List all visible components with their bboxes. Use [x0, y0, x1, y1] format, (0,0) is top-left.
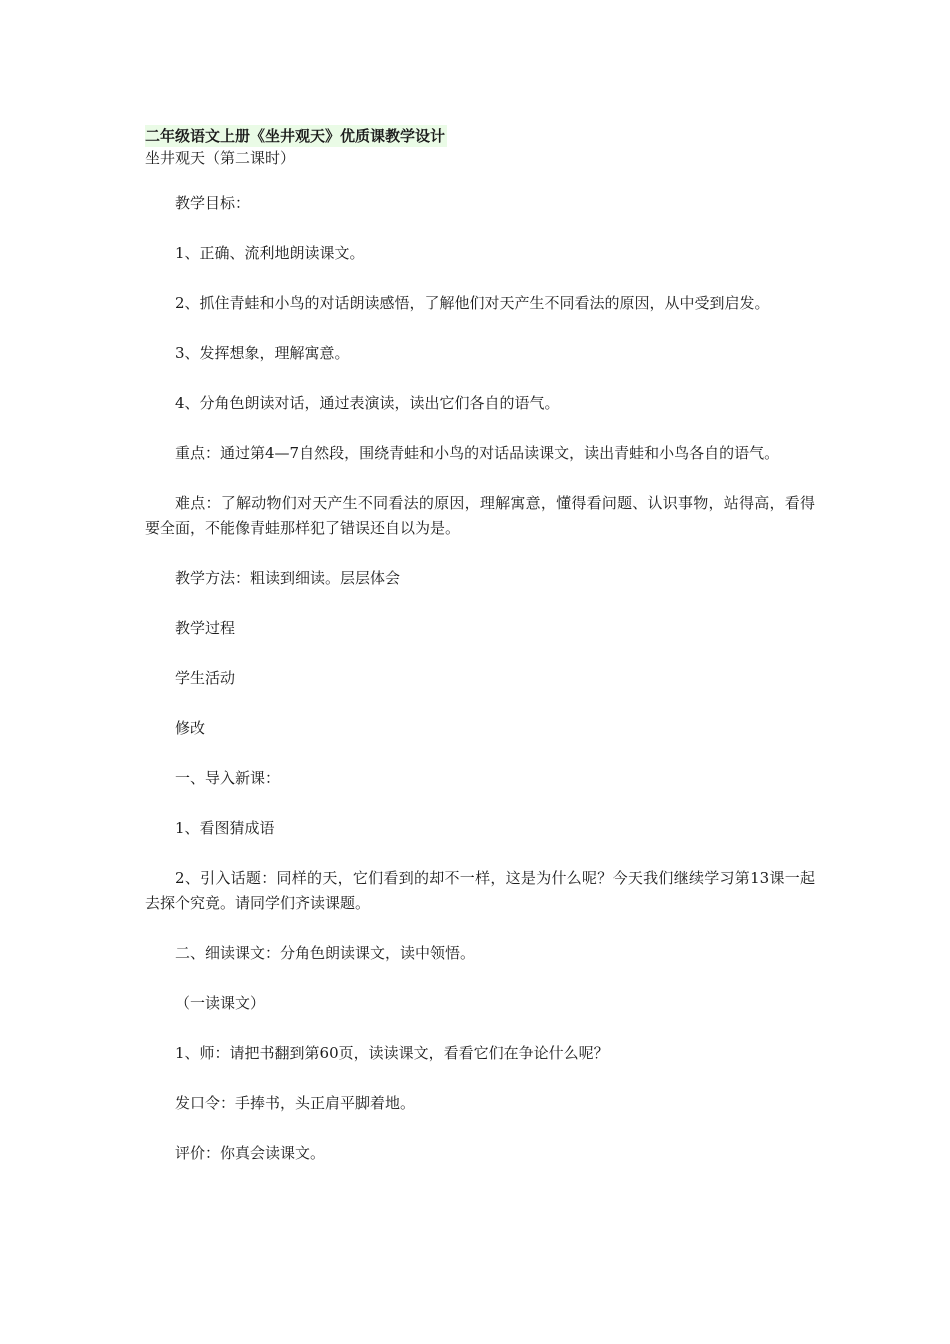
paragraph-revision: 修改 — [175, 719, 206, 737]
document-title — [145, 125, 815, 147]
paragraph-command: 发口令：手捧书，头正肩平脚着地。 — [175, 1094, 416, 1112]
paragraph-objective-2: 2、抓住青蛙和小鸟的对话朗读感悟，了解他们对天产生不同看法的原因，从中受到启发。 — [175, 294, 770, 312]
paragraph-reading-1: 1、师：请把书翻到第60页，读读课文，看看它们在争论什么呢？ — [175, 1044, 609, 1062]
document-subtitle: 坐井观天（第二课时） — [145, 149, 296, 167]
paragraph-section-intro: 一、导入新课： — [175, 769, 281, 787]
paragraph-method: 教学方法：粗读到细读。层层体会 — [175, 569, 401, 587]
title-text: 二年级语文上册《坐井观天》优质课教学设计 — [145, 127, 446, 145]
paragraph-objective-4: 4、分角色朗读对话，通过表演读，读出它们各自的语气。 — [175, 394, 560, 412]
paragraph-section-reading: 二、细读课文：分角色朗读课文，读中领悟。 — [175, 944, 476, 962]
paragraph-objective-1: 1、正确、流利地朗读课文。 — [175, 244, 365, 262]
paragraph-objectives-heading: 教学目标： — [175, 194, 251, 212]
paragraph-intro-1: 1、看图猜成语 — [175, 819, 275, 837]
paragraph-difficulty: 难点：了解动物们对天产生不同看法的原因，理解寓意，懂得看问题、认识事物，站得高，看得要全面，不能像青蛙那样犯了错误还自以为是。 — [145, 494, 815, 537]
paragraph-objective-3: 3、发挥想象，理解寓意。 — [175, 344, 350, 362]
paragraph-first-reading: （一读课文） — [175, 994, 266, 1012]
paragraph-student-activity: 学生活动 — [175, 669, 236, 687]
document-body — [145, 125, 815, 1191]
paragraph-evaluation: 评价：你真会读课文。 — [175, 1144, 326, 1162]
paragraph-process: 教学过程 — [175, 619, 236, 637]
paragraph-key-point: 重点：通过第4—7自然段，围绕青蛙和小鸟的对话品读课文，读出青蛙和小鸟各自的语气。 — [175, 444, 780, 462]
paragraph-intro-2: 2、引入话题：同样的天，它们看到的却不一样，这是为什么呢？今天我们继续学习第13课一起去探个究竟。请同学们齐读课题。 — [145, 869, 815, 912]
